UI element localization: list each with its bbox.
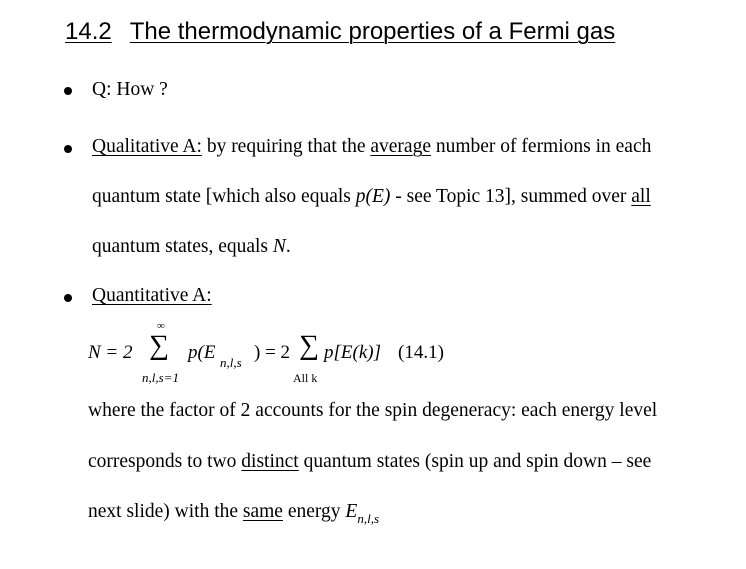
eq-upper-limit: ∞ (157, 320, 165, 332)
bullet-dot (64, 87, 72, 95)
eq-lhs: N = 2 (88, 342, 133, 363)
section-number: 14.2 (65, 18, 112, 45)
emphasis-same: same (242, 501, 283, 522)
quantitative-label-text: Quantitative A: (92, 285, 212, 306)
text-span: corresponds to two (88, 451, 242, 472)
eq-term-1-close: ) = 2 (254, 342, 291, 363)
bullet-dot (64, 145, 72, 153)
emphasis-distinct: distinct (241, 451, 299, 472)
eq-lower-limit-2: All k (293, 371, 318, 385)
qualitative-label: Qualitative A: (92, 136, 202, 157)
qualitative-line-3 (92, 236, 291, 258)
bullet-dot (64, 294, 72, 302)
text-span: energy (282, 501, 346, 522)
eq-sum-1: ∑ (149, 330, 169, 361)
eq-number: (14.1) (398, 342, 444, 363)
eq-lower-limit-1: n,l,s=1 (142, 370, 179, 385)
text-span: quantum states, equals (92, 236, 273, 257)
equation-14-1 (88, 318, 488, 388)
qualitative-line-1 (92, 136, 651, 158)
math-E-sub: n,l,s (357, 511, 380, 526)
math-N: N (272, 236, 286, 257)
bullet-question: Q: How ? (92, 79, 168, 100)
text-span: quantum states (spin up and spin down – see (298, 451, 652, 472)
emphasis-average: average (370, 136, 431, 157)
math-pE: p(E) (355, 186, 391, 207)
page-title (65, 18, 615, 46)
para-line-2 (88, 451, 651, 473)
section-title: The thermodynamic properties of a Fermi gas (129, 18, 616, 45)
eq-sum-2: ∑ (299, 330, 319, 361)
text-span: quantum state [which also equals (92, 186, 356, 207)
math-E: E (345, 501, 358, 522)
eq-term-1: p(E (188, 342, 216, 363)
quantitative-label (92, 285, 212, 307)
text-span: next slide) with the (88, 501, 243, 522)
eq-term-2: p[E(k)] (324, 342, 381, 363)
eq-term-1-sub: n,l,s (220, 355, 242, 370)
para-line-1: where the factor of 2 accounts for the spin degeneracy: each energy level (88, 400, 658, 421)
qualitative-line-2 (92, 186, 651, 208)
text-span: by requiring that the (201, 136, 371, 157)
emphasis-all: all (631, 186, 651, 207)
para-line-3 (88, 501, 380, 526)
text-span: - see Topic 13], summed over (390, 186, 632, 207)
text-span: number of fermions in each (430, 136, 652, 157)
text-span: . (285, 236, 291, 257)
